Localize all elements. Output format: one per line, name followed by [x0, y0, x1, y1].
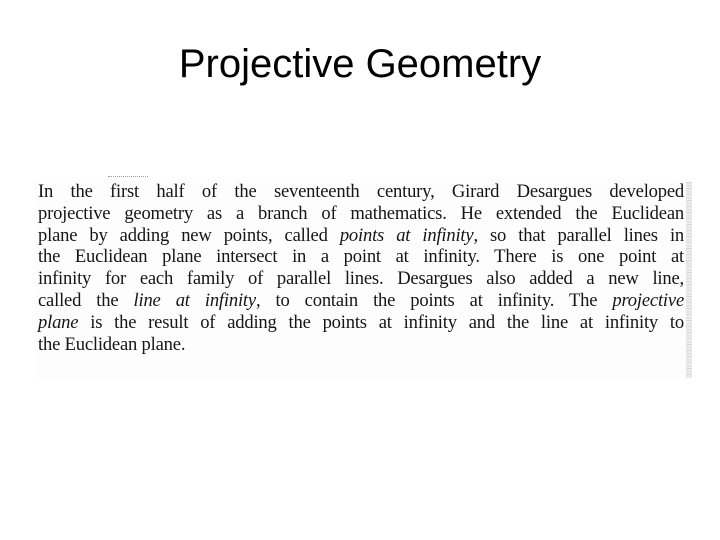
scan-edge-artifact	[686, 182, 692, 378]
slide-title: Projective Geometry	[178, 42, 542, 86]
excerpt-segment: plane by adding new points, called	[38, 224, 340, 246]
excerpt-term-line-at-infinity: line at infinity	[133, 289, 256, 311]
excerpt-segment: , so that parallel lines in	[473, 224, 685, 246]
excerpt-paragraph	[38, 181, 684, 355]
excerpt-term-points-at-infinity: points at infinity	[339, 224, 474, 246]
scanned-text-image	[36, 178, 692, 378]
excerpt-segment: projective geometry as a branch of mathematics. He extended the Euclidean	[38, 202, 684, 224]
excerpt-term-plane: plane	[38, 311, 79, 333]
excerpt-line	[38, 334, 684, 356]
excerpt-segment: the Euclidean plane.	[38, 333, 186, 355]
excerpt-segment: infinity for each family of parallel lines. Desargues also added a new line,	[38, 268, 684, 290]
excerpt-line	[38, 312, 684, 334]
excerpt-line	[38, 268, 684, 290]
excerpt-segment: the Euclidean plane intersect in a point at infinity. There is one point at	[38, 246, 684, 268]
excerpt-line	[38, 225, 684, 247]
excerpt-segment: , to contain the points at infinity. The	[255, 289, 613, 311]
excerpt-segment: is the result of adding the points at infinity and the line at infinity to	[78, 311, 684, 333]
excerpt-line	[38, 290, 684, 312]
excerpt-segment: called the	[38, 289, 134, 311]
excerpt-segment: In the first half of the seventeenth century, Girard Desargues developed	[38, 181, 684, 202]
excerpt-line	[38, 203, 684, 225]
excerpt-line	[38, 246, 684, 268]
scan-artifact	[108, 176, 148, 179]
excerpt-line	[38, 181, 684, 203]
excerpt-term-projective: projective	[612, 289, 685, 311]
